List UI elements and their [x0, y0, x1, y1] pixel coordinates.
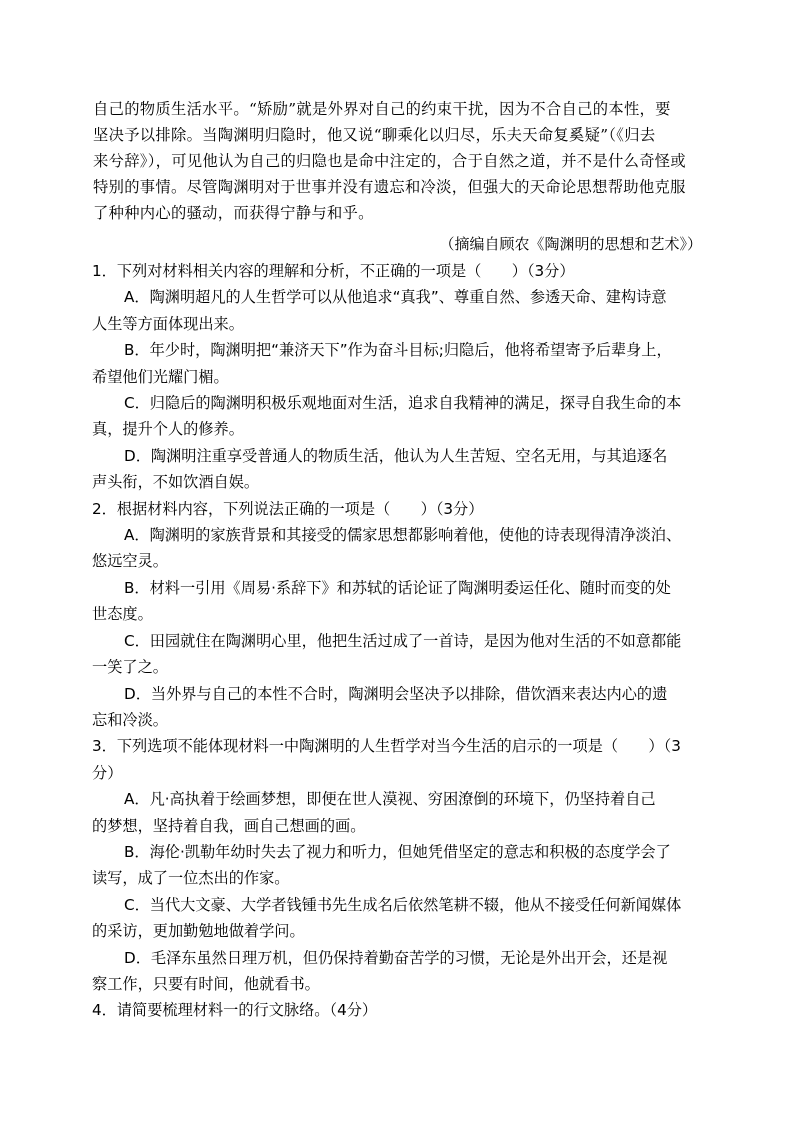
option-text: B．海伦·凯勒年幼时失去了视力和听力，但她凭借坚定的意志和积极的态度学会了	[124, 842, 671, 861]
option-d	[92, 443, 710, 496]
option-d	[92, 945, 710, 998]
option-text: 人生等方面体现出来。	[92, 314, 244, 333]
option-text: 忘和冷淡。	[92, 710, 168, 729]
option-c	[92, 628, 710, 681]
option-text: 世态度。	[92, 605, 153, 624]
option-c	[92, 892, 710, 945]
question-2	[92, 496, 710, 734]
option-text: 的梦想，坚持着自我，画自己想画的画。	[92, 816, 366, 835]
option-text: C．当代大文豪、大学者钱锺书先生成名后依然笔耕不辍，他从不接受任何新闻媒体	[124, 895, 682, 914]
passage-line: 来兮辞》），可见他认为自己的归隐也是命中注定的，合于自然之道，并不是什么奇怪或	[93, 152, 686, 170]
option-text: 读写，成了一位杰出的作家。	[92, 869, 290, 888]
question-stem: 1．下列对材料相关内容的理解和分析，不正确的一项是（ ）（3分）	[92, 262, 575, 280]
source-citation: （摘编自顾农《陶渊明的思想和艺术》）	[439, 235, 702, 253]
question-3	[92, 733, 710, 997]
option-a	[92, 786, 710, 839]
option-d	[92, 681, 710, 734]
passage-line: 特别的事情。尽管陶渊明对于世事并没有遗忘和冷淡，但强大的天命论思想帮助他克服	[93, 178, 686, 196]
option-text: 察工作，只要有时间，他就看书。	[92, 974, 320, 993]
option-text: 希望他们光耀门楣。	[92, 367, 229, 386]
option-c	[92, 390, 710, 443]
option-text: A．凡·高执着于绘画梦想，即便在世人漠视、穷困潦倒的环境下，仍坚持着自己	[124, 790, 656, 809]
option-b	[92, 839, 710, 892]
question-list	[92, 258, 710, 1024]
option-text: D．当外界与自己的本性不合时，陶渊明会坚决予以排除，借饮酒来表达内心的遗	[124, 684, 668, 703]
option-text: B．材料一引用《周易·系辞下》和苏轼的话论证了陶渊明委运任化、随时而变的处	[124, 578, 671, 597]
passage-line: 自己的物质生活水平。“矫励”就是外界对自己的约束干扰，因为不合自己的本性，要	[93, 100, 671, 118]
option-text: C．归隐后的陶渊明积极乐观地面对生活，追求自我精神的满足，探寻自我生命的本	[124, 394, 682, 413]
option-text: D．陶渊明注重享受普通人的物质生活，他认为人生苦短、空名无用，与其追逐名	[124, 446, 668, 465]
option-b	[92, 575, 710, 628]
option-text: B．年少时，陶渊明把“兼济天下”作为奋斗目标;归隐后，他将希望寄予后辈身上，	[124, 341, 672, 360]
option-text: 的采访，更加勤勉地做着学问。	[92, 922, 305, 941]
option-text: A．陶渊明的家族背景和其接受的儒家思想都影响着他，使他的诗表现得清净淡泊、	[124, 526, 682, 545]
question-stem: 3．下列选项不能体现材料一中陶渊明的人生哲学对当今生活的启示的一项是（ ）（3	[92, 737, 681, 756]
option-text: 声头衔，不如饮酒自娱。	[92, 473, 260, 492]
option-text: A．陶渊明超凡的人生哲学可以从他追求“真我”、尊重自然、参透天命、建构诗意	[124, 288, 667, 307]
question-stem: 4．请简要梳理材料一的行文脉络。（4分）	[92, 1001, 378, 1020]
passage-line: 坚决予以排除。当陶渊明归隐时，他又说“聊乘化以归尽，乐夫天命复奚疑”（《归去	[93, 126, 656, 144]
option-a	[92, 522, 710, 575]
passage-line: 了种种内心的骚动，而获得宁静与和乎。	[93, 204, 374, 222]
option-text: 一笑了之。	[92, 658, 168, 677]
passage-excerpt	[93, 96, 709, 226]
question-stem: 2．根据材料内容，下列说法正确的一项是（ ）（3分）	[92, 499, 484, 518]
question-1	[92, 258, 710, 496]
option-text: 真，提升个人的修养。	[92, 420, 244, 439]
option-b	[92, 337, 710, 390]
question-stem-continued: 分）	[92, 763, 123, 782]
option-text: 悠远空灵。	[92, 552, 168, 571]
option-a	[92, 284, 710, 337]
question-4	[92, 997, 710, 1023]
option-text: D．毛泽东虽然日理万机，但仍保持着勤奋苦学的习惯，无论是外出开会，还是视	[124, 948, 668, 967]
option-text: C．田园就住在陶渊明心里，他把生活过成了一首诗，是因为他对生活的不如意都能	[124, 631, 682, 650]
